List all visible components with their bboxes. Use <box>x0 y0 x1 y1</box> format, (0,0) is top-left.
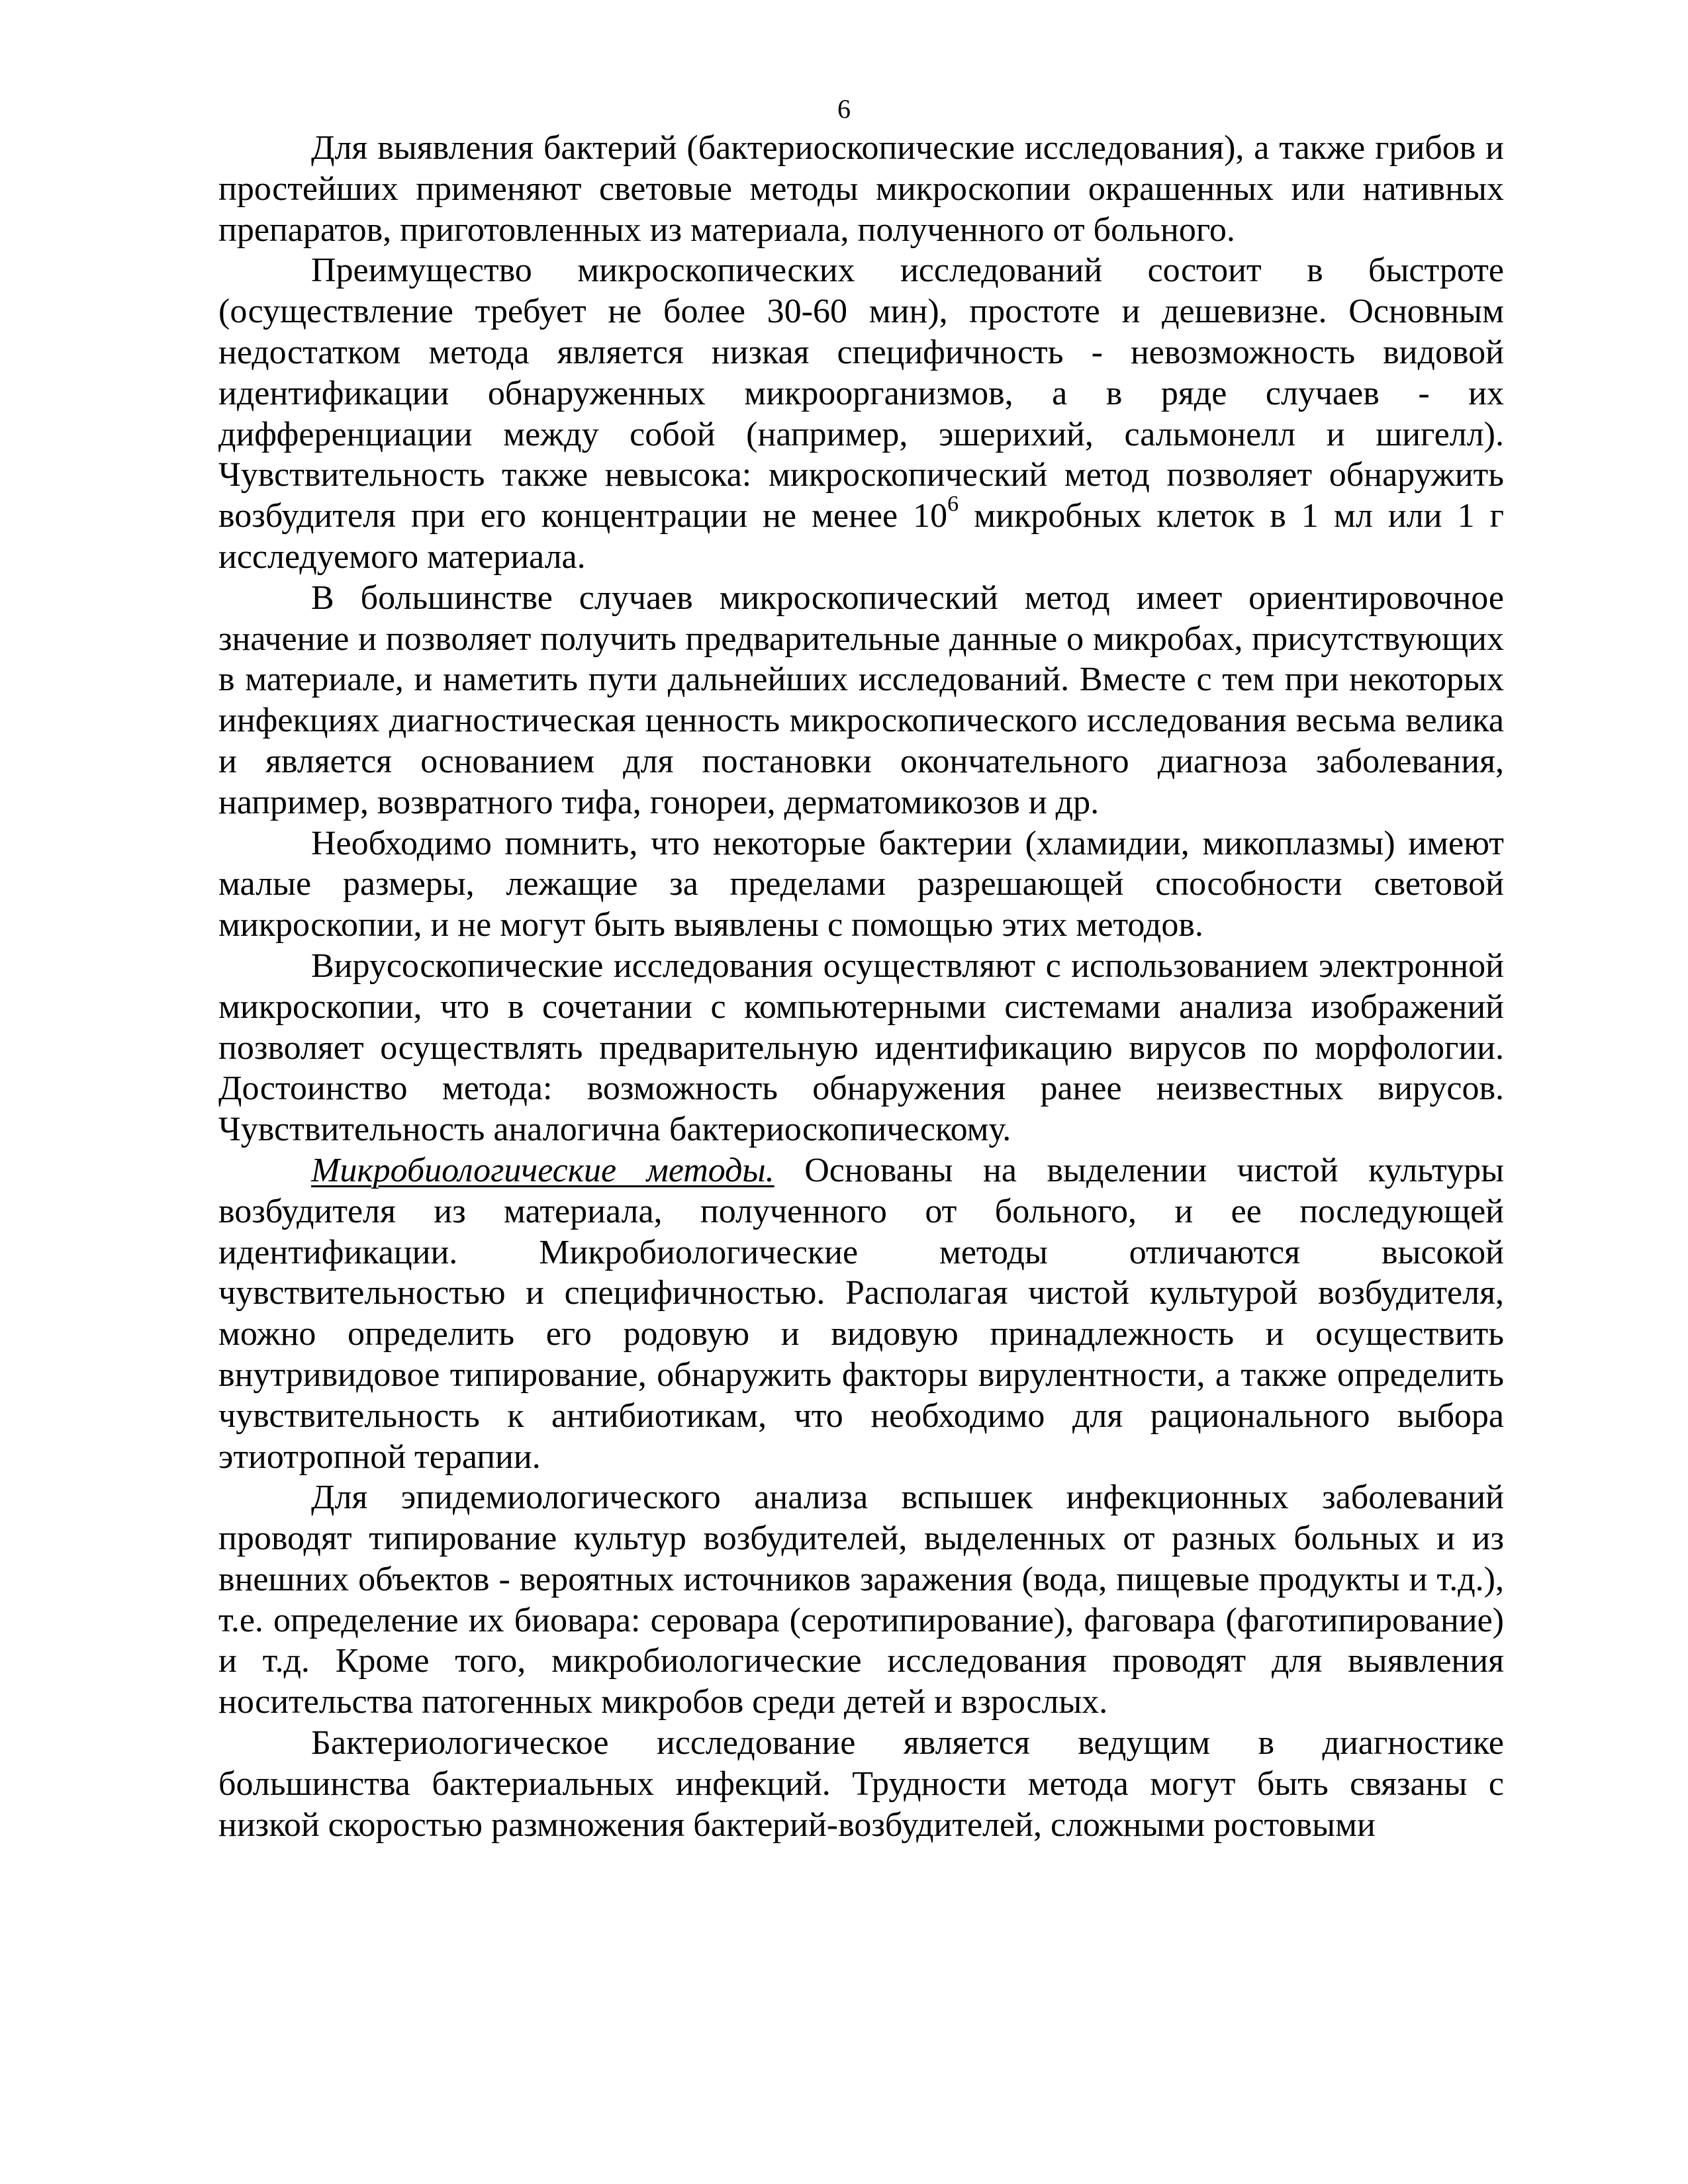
section-lead-heading: Микробиологические методы. <box>311 1151 774 1189</box>
paragraph-text: Вирусоскопические исследования осуществляют с использованием электронной микроскопии, что в сочетании с компьютерными системами анализа изображений позволяет осуществлять предварительную идентификацию вирусов по морфологии. Достоинство метода: возможность обнаружения ранее неизвестных вирусов. Чувствительность аналогична бактериоскопическому. <box>218 946 1504 1149</box>
paragraph-text: Необходимо помнить, что некоторые бактерии (хламидии, микоплазмы) имеют малые размеры, лежащие за пределами разрешающей способности световой микроскопии, и не могут быть выявлены с помощью этих методов. <box>218 824 1504 944</box>
paragraph-orientation-value <box>218 578 1504 823</box>
paragraph-text: Для эпидемиологического анализа вспышек инфекционных заболеваний проводят типирование культур возбудителей, выделенных от разных больных и из внешних объектов - вероятных источников заражения (вода, пищевые продукты и т.д.), т.е. определение их биовара: серовара (серотипирование), фаговара (фаготипирование) и т.д. Кроме того, микробиологические исследования проводят для выявления носительства патогенных микробов среди детей и взрослых. <box>218 1479 1504 1721</box>
body-text <box>218 128 1504 1845</box>
paragraph-microscopy-advantages <box>218 250 1504 577</box>
paragraph-text-continued: микробных клеток в 1 мл или 1 г исследуемого материала. <box>218 497 1504 576</box>
paragraph-text: Преимущество микроскопических исследований состоит в быстроте (осуществление требует не более 30-60 мин), простоте и дешевизне. Основным недостатком метода является низкая специфичность - невозможность видовой идентификации обнаруженных микроорганизмов, а в ряде случаев - их дифференциации между собой (например, эшерихий, сальмонелл и шигелл). Чувствительность также невысока: микроскопический метод позволяет обнаружить возбудителя при его концентрации не менее 10 <box>218 251 1504 535</box>
paragraph-text: Основаны на выделении чистой культуры возбудителя из материала, полученного от больного, и ее последующей идентификации. Микробиологические методы отличаются высокой чувствительностью и специфичностью. Располагая чистой культурой возбудителя, можно определить его родовую и видовую принадлежность и осуществить внутривидовое типирование, обнаружить факторы вирулентности, а также определить чувствительность к антибиотикам, что необходимо для рационального выбора этиотропной терапии. <box>218 1151 1505 1476</box>
paragraph-text: Для выявления бактерий (бактериоскопические исследования), а также грибов и простейших применяют световые методы микроскопии окрашенных или нативных препаратов, приготовленных из материала, полученного от больного. <box>218 129 1504 249</box>
paragraph-text: Бактериологическое исследование является ведущим в диагностике большинства бактериальных инфекций. Трудности метода могут быть связаны с низкой скоростью размножения бактерий-возбудителей, сложными ростовыми <box>218 1724 1504 1844</box>
superscript-exponent: 6 <box>947 491 959 516</box>
page-number: 6 <box>837 94 851 124</box>
paragraph-bacteriological-study <box>218 1723 1504 1845</box>
paragraph-epidemiological-analysis <box>218 1477 1504 1723</box>
paragraph-microbiological-methods <box>218 1150 1504 1477</box>
paragraph-small-bacteria <box>218 823 1504 946</box>
paragraph-text: В большинстве случаев микроскопический метод имеет ориентировочное значение и позволяет получить предварительные данные о микробах, присутствующих в материале, и наметить пути дальнейших исследований. Вместе с тем при некоторых инфекциях диагностическая ценность микроскопического исследования весьма велика и является основанием для постановки окончательного диагноза заболевания, например, возвратного тифа, гонореи, дерматомикозов и др. <box>218 578 1504 821</box>
paragraph-virusoscopy <box>218 946 1504 1150</box>
paragraph-bacterioscopy <box>218 128 1504 250</box>
